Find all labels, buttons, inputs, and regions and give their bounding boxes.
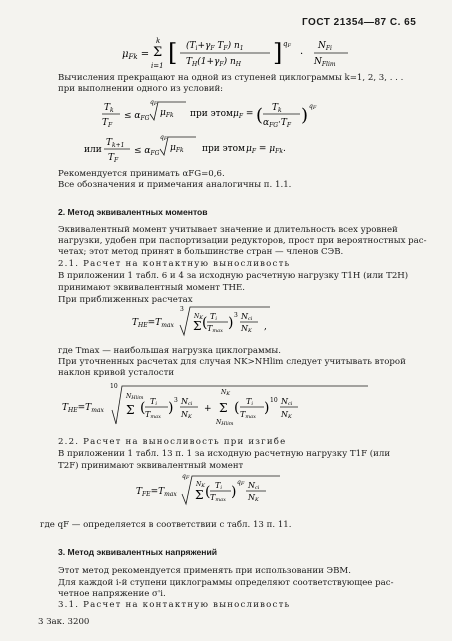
formula-condition-2 [80, 132, 340, 166]
formula-the-precise [60, 380, 390, 430]
svg-text:при этом: при этом [202, 144, 246, 154]
heading-2-1: 2.1. Расчет на контактную выносливость [58, 259, 291, 269]
paragraph-6: При приближенных расчетах [58, 295, 193, 305]
svg-text:NFlim: $N_{Flim}$ [314, 57, 336, 68]
page-header: ГОСТ 21354—87 С. 65 [302, 17, 417, 28]
svg-text:3: 3 [234, 312, 238, 319]
svg-text:Ti: Ti [210, 312, 217, 322]
svg-text:Σ: Σ [153, 45, 163, 60]
svg-text:≤ αFG: ≤ $\alpha_{FG}$ [134, 146, 160, 157]
svg-text:3: 3 [174, 397, 178, 404]
heading-section-2: 2. Метод эквивалентных моментов [58, 207, 208, 217]
svg-text:Tmax: Tmax [210, 493, 226, 503]
svg-text:k: k [156, 37, 161, 45]
svg-text:): ) [264, 400, 270, 416]
svg-text:μFk: $\mu_{Fk}$ [160, 108, 174, 119]
svg-text:или: или [84, 145, 102, 155]
paragraph-10: где qF — определяется в соответствии с табл. 13 п. 11. [40, 520, 292, 530]
svg-text:(: ( [202, 315, 208, 331]
svg-text:): ) [301, 105, 309, 126]
svg-text:при этом: при этом [190, 109, 234, 119]
svg-text:(: ( [234, 400, 240, 416]
svg-text:μF =: $\mu_F$ = [233, 109, 254, 120]
heading-3-1: 3.1. Расчет на контактную выносливость [58, 600, 291, 610]
svg-text:]: ] [273, 39, 283, 67]
svg-text:Ti: Ti [150, 397, 157, 407]
svg-text:Ti: Ti [246, 397, 253, 407]
svg-text:≤ αFG: ≤ $\alpha_{FG}$ [124, 111, 150, 122]
svg-text:Nci: Nci [241, 312, 253, 322]
paragraph-4-line-3: четах; этот метод принят в большинстве стран — членов СЭВ. [58, 247, 344, 257]
svg-text:Tmax: Tmax [240, 410, 256, 420]
svg-text:Tk: $T_k$ [104, 103, 114, 114]
svg-text:NK: NK [241, 324, 252, 334]
paragraph-7: где Tmax — наибольшая нагрузка циклограммы. [58, 346, 282, 356]
svg-text:Tk: $T_k$ [272, 103, 282, 114]
svg-text:NK: NK [181, 410, 192, 420]
paragraph-4-line-1: Эквивалентный момент учитывает значение и длительность всех уровней [58, 225, 398, 235]
svg-text:Nci: Nci [281, 397, 293, 407]
paragraph-12-line-1: Для каждой i-й ступени циклограммы определяют соответствующее рас- [58, 578, 394, 588]
formula-tfe [130, 470, 330, 512]
paragraph-12-line-2: четное напряжение σ'i. [58, 589, 166, 599]
svg-text:NK: NK [196, 481, 205, 489]
paragraph-3: Все обозначения и примечания аналогичны п. 1.1. [58, 180, 292, 190]
paragraph-9-line-1: В приложении 1 табл. 13 п. 1 за исходную расчетную нагрузку T1F (или [58, 449, 391, 459]
formula-mu-fk [120, 32, 420, 72]
svg-text:qF: qF [309, 103, 317, 111]
svg-text:Nci: Nci [248, 481, 260, 491]
svg-text:NK: NK [248, 493, 259, 503]
svg-text:qF: qF [237, 479, 245, 487]
svg-text:Tmax: Tmax [207, 324, 223, 334]
svg-text:μFk =: $\mu_{Fk}$ = [122, 49, 150, 61]
svg-text:Σ: Σ [195, 488, 204, 502]
svg-text:10: 10 [110, 383, 118, 390]
svg-text:μF = μFk.: $\mu_F = \mu_{Fk}$. [246, 144, 286, 155]
svg-text:NK: NK [281, 410, 292, 420]
svg-text:+: + [204, 404, 212, 414]
svg-text:NK: NK [194, 313, 203, 321]
svg-text:qF: qF [182, 473, 190, 481]
formula-condition-1 [100, 96, 360, 132]
svg-text:Σ: Σ [193, 319, 202, 333]
svg-text:μFk: $\mu_{Fk}$ [170, 143, 184, 154]
svg-text:(Ti+γF TF) n1: ($T_i+\gamma_F$ $T_F$) $n_1$ [186, 41, 244, 52]
svg-text:THE=Tmax: $T_{HE}=T_{max}$ [132, 318, 174, 329]
footer-order-number: 3 Зак. 3200 [38, 617, 90, 627]
svg-text:Σ: Σ [126, 403, 135, 417]
svg-text:): ) [231, 484, 237, 500]
svg-text:qF: qF [283, 40, 291, 49]
heading-2-2: 2.2. Расчет на выносливость при изгибе [58, 437, 287, 447]
svg-text:,: , [264, 322, 267, 332]
svg-text:i=1: i=1 [151, 62, 164, 70]
paragraph-2: Рекомендуется принимать αFG=0,6. [58, 169, 225, 179]
paragraph-4-line-2: нагрузки, удобен при паспортизации редукторов, прост при вероятностных рас- [58, 236, 427, 246]
svg-text:Tk+1: $T_{k+1}$ [106, 138, 125, 149]
svg-text:NHlim: NHlim [126, 393, 144, 401]
svg-text:NHlim: NHlim [216, 419, 234, 427]
svg-text:Tmax: Tmax [145, 410, 161, 420]
svg-text:αFG·TF: $\alpha_{FG}\cdot T_F$ [263, 118, 292, 129]
paragraph-1-line-1: Вычисления прекращают на одной из ступеней циклограммы k=1, 2, 3, . . . [58, 73, 404, 83]
svg-text:Σ: Σ [219, 401, 228, 415]
svg-text:(: ( [140, 400, 146, 416]
svg-text:10: 10 [270, 397, 278, 404]
svg-text:NFi: $N_{Fi}$ [318, 41, 332, 52]
svg-text:TH(1+γF) nH: $T_H(1+\gamma_F)$ $n_H$ [186, 57, 241, 68]
paragraph-9-line-2: T2F) принимают эквивалентный момент [58, 461, 244, 471]
svg-text:qF: qF [150, 99, 158, 107]
svg-text:TF: $T_F$ [102, 118, 113, 129]
paragraph-8-line-2: наклон кривой усталости [58, 368, 175, 378]
paragraph-1-line-2: при выполнении одного из условий: [58, 84, 224, 94]
paragraph-11: Этот метод рекомендуется применять при использовании ЭВМ. [58, 566, 351, 576]
paragraph-8-line-1: При уточненных расчетах для случая NK>NHlim следует учитывать второй [58, 357, 406, 367]
paragraph-5-line-2: принимают эквивалентный момент THE. [58, 283, 246, 293]
heading-section-3: 3. Метод эквивалентных напряжений [58, 547, 218, 557]
svg-text:·: · [300, 49, 304, 60]
svg-text:3: 3 [180, 306, 184, 313]
paragraph-5-line-1: В приложении 1 табл. 6 и 4 за исходную расчетную нагрузку T1H (или T2H) [58, 271, 409, 281]
svg-text:): ) [168, 400, 174, 416]
svg-text:(: ( [256, 105, 264, 126]
svg-text:): ) [228, 315, 234, 331]
svg-text:qF: qF [160, 134, 168, 142]
formula-the-approx [130, 303, 330, 343]
svg-text:TF: $T_F$ [108, 153, 119, 164]
svg-text:(: ( [205, 484, 211, 500]
svg-text:NK: NK [221, 389, 230, 397]
svg-text:[: [ [168, 39, 178, 67]
svg-text:Nci: Nci [181, 397, 193, 407]
svg-text:Ti: Ti [215, 481, 222, 491]
svg-text:TFE=Tmax: $T_{FE}=T_{max}$ [136, 487, 177, 498]
svg-text:THE=Tmax: $T_{HE}=T_{max}$ [62, 403, 104, 414]
